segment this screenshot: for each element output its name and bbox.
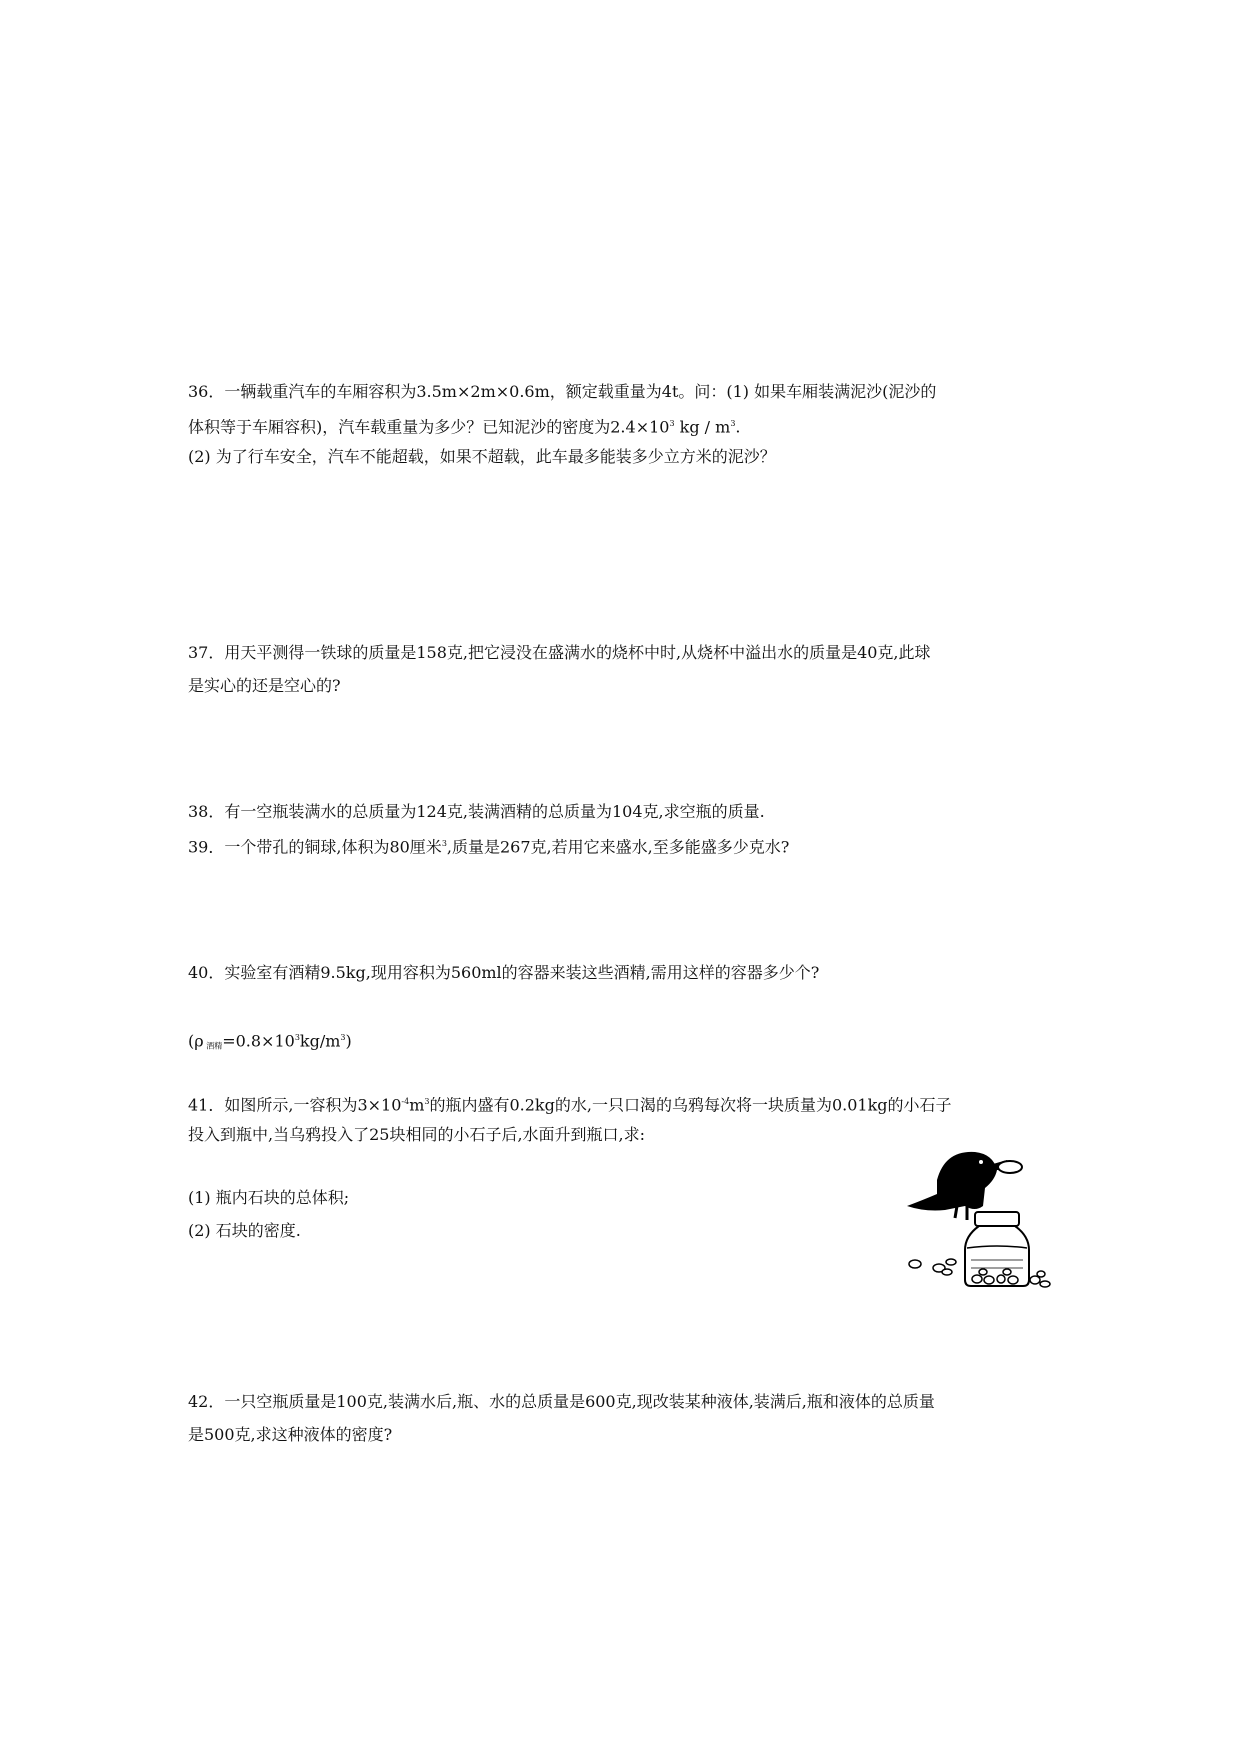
crow-icon	[907, 1152, 1022, 1220]
q39-text-b: ,质量是267克,若用它来盛水,至多能盛多少克水?	[446, 837, 790, 857]
bottle-icon	[965, 1212, 1029, 1286]
q39-text-a: 39．一个带孔的铜球,体积为80厘米	[188, 837, 442, 857]
q37-line2: 是实心的还是空心的?	[188, 676, 341, 695]
q40-close: )	[345, 1031, 352, 1051]
q41-unit: m	[409, 1095, 425, 1115]
q41-exponent: -4	[401, 1097, 410, 1106]
q42-line2: 是500克,求这种液体的密度?	[188, 1425, 393, 1444]
q40-line1: 40．实验室有酒精9.5kg,现用容积为560ml的容器来装这些酒精,需用这样的容器多少个?	[188, 963, 820, 982]
q40-unit: kg/m	[299, 1031, 341, 1051]
q41-text-c: 的瓶内盛有0.2kg的水,一只口渴的乌鸦每次将一块质量为0.01kg的小石子	[429, 1095, 952, 1115]
q38-line1: 38．有一空瓶装满水的总质量为124克,装满酒精的总质量为104克,求空瓶的质量.	[188, 802, 765, 821]
q36-exponent: 3	[669, 419, 675, 428]
q41-sub1: (1) 瓶内石块的总体积;	[188, 1188, 350, 1207]
q42-line1: 42．一只空瓶质量是100克,装满水后,瓶、水的总质量是600克,现改装某种液体,装满后,瓶和液体的总质量	[188, 1392, 935, 1411]
q40-hint	[188, 1027, 352, 1057]
q36-line3: (2) 为了行车安全，汽车不能超载，如果不超载，此车最多能装多少立方米的泥沙？	[188, 447, 776, 466]
q36-line2	[188, 413, 741, 438]
q41-text-a: 41．如图所示,一容积为3×10	[188, 1095, 402, 1115]
q40-exponent: 3	[294, 1033, 300, 1042]
q36-unit: kg / m	[674, 417, 731, 437]
q41-line1	[188, 1091, 952, 1116]
q36-line1: 36．一辆载重汽车的车厢容积为3.5m×2m×0.6m，额定载重量为4t。问：(1) 如果车厢装满泥沙(泥沙的	[188, 382, 937, 401]
q41-unit-exponent: 3	[424, 1097, 430, 1106]
q40-unit-exponent: 3	[340, 1033, 346, 1042]
q41-sub2: (2) 石块的密度.	[188, 1221, 301, 1240]
q40-rho-subscript: 酒精	[203, 1041, 223, 1051]
q39-exponent: 3	[441, 839, 447, 848]
q36-line2-text: 体积等于车厢容积)，汽车载重量为多少？已知泥沙的密度为2.4×10	[188, 417, 670, 437]
q37-line1: 37．用天平测得一铁球的质量是158克,把它浸没在盛满水的烧杯中时,从烧杯中溢出水的质量是40克,此球	[188, 643, 931, 662]
q39-line1	[188, 833, 789, 858]
q40-rho: (ρ	[188, 1031, 204, 1051]
q41-line2: 投入到瓶中,当乌鸦投入了25块相同的小石子后,水面升到瓶口,求:	[188, 1125, 646, 1144]
q36-period: .	[735, 417, 741, 437]
q40-value: =0.8×10	[222, 1031, 295, 1051]
q36-unit-exponent: 3	[730, 419, 736, 428]
crow-bottle-illustration	[905, 1140, 1055, 1288]
